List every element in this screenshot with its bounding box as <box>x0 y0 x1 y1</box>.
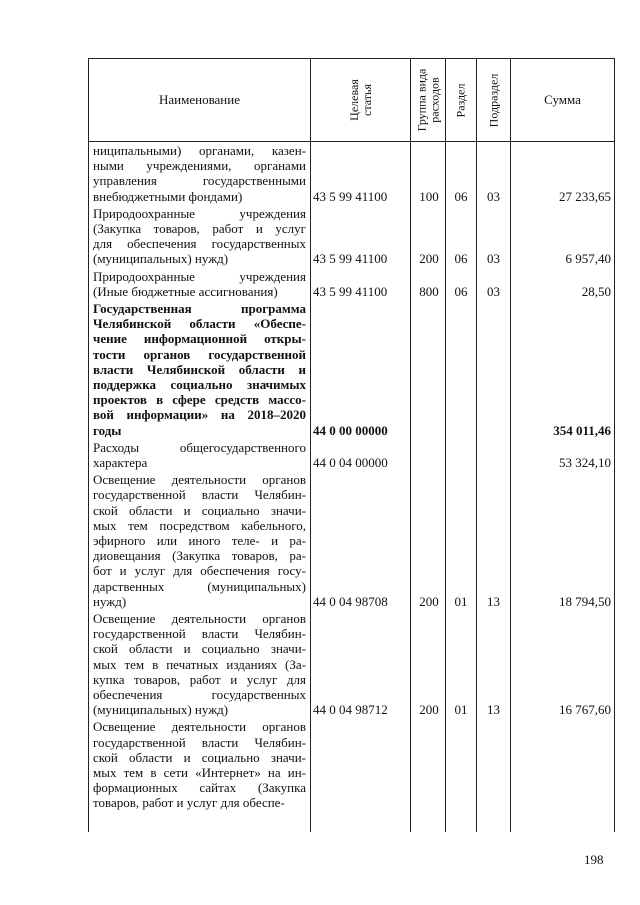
row-name-line: ными учреждениями, органами <box>93 158 306 174</box>
row-section: 01 <box>454 593 468 609</box>
header-target-article-line1: Целевая <box>346 79 361 121</box>
row-name-line: ской области и социально значи- <box>93 749 306 765</box>
row-amount: 28,50 <box>581 283 611 299</box>
row-name-line: чение информационной откры- <box>93 331 306 347</box>
row-name-line: (Закупка товаров, работ и услуг <box>93 221 306 236</box>
row-amount: 18 794,50 <box>559 593 611 609</box>
row-subsection: 03 <box>487 251 500 267</box>
row-name-line: Природоохранные учреждения <box>93 268 306 284</box>
row-target-article: 44 0 04 98712 <box>313 702 388 718</box>
header-target-article <box>311 59 410 141</box>
header-expense-group-line1: Группа вида <box>414 68 428 132</box>
row-name-line: государственной власти Челябин- <box>93 487 306 503</box>
page-number: 198 <box>584 852 604 867</box>
row-target-article: 44 0 04 00000 <box>313 455 388 470</box>
column-border <box>88 58 89 832</box>
row-amount: 354 011,46 <box>553 422 611 438</box>
row-name-line: ской области и социально значи- <box>93 641 306 657</box>
row-name-line: Челябинской области «Обеспе- <box>93 316 306 332</box>
row-name-line: Освещение деятельности органов <box>93 611 306 626</box>
column-border <box>445 58 446 832</box>
row-name-line: Расходы общегосударственного <box>93 439 306 455</box>
row-name-line: (муниципальных) нужд) <box>93 702 229 718</box>
row-section: 06 <box>454 283 468 299</box>
row-name-line: дарственных (муниципальных) <box>93 578 306 594</box>
row-name-line: характера <box>93 455 148 470</box>
row-name-line: ской области и социально значи- <box>93 502 306 518</box>
row-expense-group: 800 <box>419 283 439 299</box>
row-name-line: вой информации» на 2018–2020 <box>93 407 306 423</box>
row-name-line: Природоохранные учреждения <box>93 205 306 221</box>
row-section: 06 <box>454 251 468 267</box>
row-name-line: Освещение деятельности органов <box>93 472 306 488</box>
row-name-line: мых тем посредством кабельного, <box>93 517 306 533</box>
row-name-line: Государственная программа <box>93 301 306 316</box>
row-target-article: 44 0 04 98708 <box>313 593 388 609</box>
row-name-line: годы <box>93 422 122 438</box>
row-expense-group: 200 <box>419 593 439 609</box>
header-section-label: Раздел <box>453 83 468 117</box>
header-subsection-label: Подраздел <box>486 73 501 127</box>
row-name-line: тости органов государственной <box>93 346 306 362</box>
row-name-line: проектов в сфере средств массо- <box>93 392 306 408</box>
row-section: 06 <box>454 188 468 204</box>
row-name-line: (Иные бюджетные ассигнования) <box>93 283 278 299</box>
header-expense-group-line2: расходов <box>427 77 441 123</box>
row-amount: 6 957,40 <box>565 251 611 267</box>
row-name-line: купка товаров, работ и услуг для <box>93 671 306 687</box>
row-name-line: власти Челябинской области и <box>93 361 306 377</box>
column-border <box>510 58 511 832</box>
row-name-line: для обеспечения государственных <box>93 236 306 252</box>
row-amount: 53 324,10 <box>559 455 611 470</box>
row-subsection: 03 <box>487 188 500 204</box>
header-amount-label: Сумма <box>544 92 581 107</box>
row-name-line: мых тем в печатных изданиях (За- <box>93 656 306 672</box>
row-target-article: 43 5 99 41100 <box>313 251 388 267</box>
row-name-line: бот и услуг для обеспечения госу- <box>93 563 306 579</box>
header-section <box>446 59 476 141</box>
column-border <box>614 58 615 832</box>
row-target-article: 43 5 99 41100 <box>313 188 388 204</box>
row-section: 01 <box>454 702 468 718</box>
row-name-line: мых тем в сети «Интернет» на ин- <box>93 765 306 780</box>
header-amount <box>511 59 614 141</box>
row-name-line: (муниципальных) нужд) <box>93 251 229 267</box>
row-target-article: 44 0 00 00000 <box>313 422 388 438</box>
row-amount: 27 233,65 <box>559 188 611 204</box>
row-name-line: государственной власти Челябин- <box>93 734 306 750</box>
row-target-article: 43 5 99 41100 <box>313 283 388 299</box>
row-expense-group: 100 <box>419 188 439 204</box>
header-bottom-border <box>88 141 615 142</box>
row-name-line: нужд) <box>93 593 127 609</box>
header-expense-group <box>411 59 445 141</box>
row-name-line: Освещение деятельности органов <box>93 719 306 735</box>
row-name-line: внебюджетными фондами) <box>93 188 243 204</box>
row-name-line: государственной власти Челябин- <box>93 626 306 642</box>
row-subsection: 03 <box>487 283 500 299</box>
header-name <box>89 59 310 141</box>
row-name-line: поддержка социально значимых <box>93 377 306 392</box>
column-border <box>310 58 311 832</box>
row-name-line: обеспечения государственных <box>93 687 306 702</box>
row-name-line: формационных сайтах (Закупка <box>93 780 306 796</box>
row-name-line: диовещания (Закупка товаров, ра- <box>93 548 306 564</box>
row-subsection: 13 <box>487 593 500 609</box>
header-subsection <box>477 59 510 141</box>
row-expense-group: 200 <box>419 251 439 267</box>
header-name-label: Наименование <box>159 92 240 107</box>
row-name-line: управления государственными <box>93 173 306 189</box>
row-subsection: 13 <box>487 702 500 718</box>
row-name-line: ниципальными) органами, казен- <box>93 143 306 158</box>
header-target-article-line2: статья <box>359 84 374 116</box>
row-expense-group: 200 <box>419 702 439 718</box>
row-amount: 16 767,60 <box>559 702 611 718</box>
row-name-line: эфирного или иного теле- и ра- <box>93 533 306 548</box>
row-name-line: товаров, работ и услуг для обеспе- <box>93 795 285 811</box>
column-border <box>476 58 477 832</box>
